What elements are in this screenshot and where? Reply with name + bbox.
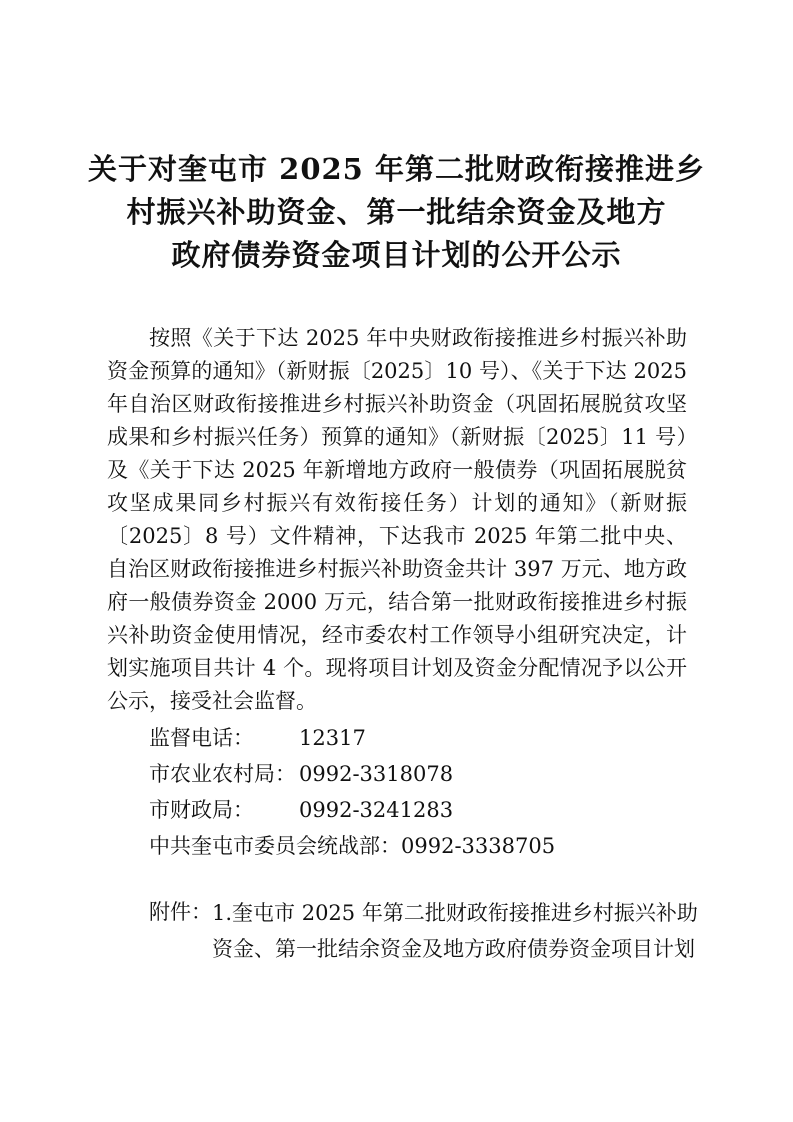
contact-phone: 0992-3241283 [299,798,454,822]
contact-agriculture-bureau [107,758,687,794]
attachment-line-2: 资金、第一批结余资金及地方政府债券资金项目计划 [212,937,695,961]
contact-phone: 0992-3318078 [299,762,454,786]
attachment-item [212,895,698,967]
contact-united-front-dept [107,830,687,866]
title-line-2: 村振兴补助资金、第一批结余资金及地方 [126,195,667,229]
contact-label: 市财政局： [149,798,254,822]
contact-label: 监督电话： [149,726,254,750]
contact-supervision-phone [107,722,687,758]
contact-phone: 12317 [299,726,366,750]
document-title [60,148,733,277]
attachment-block [107,896,698,967]
body-paragraph: 按照《关于下达 2025 年中央财政衔接推进乡村振兴补助资金预算的通知》（新财振〔2025〕10 号）、《关于下达 2025 年自治区财政衔接推进乡村振兴补助资金（巩固拓展脱贫攻坚成果和乡村振兴任务）预算的通知》（新财振〔2025〕11 号）及《关于下达 2025 年新增地方政府一般债券（巩固拓展脱贫攻坚成果同乡村振兴有效衔接任务）计划的通知》（新财振〔2025〕8 号）文件精神，下达我市 2025 年第二批中央、自治区财政衔接推进乡村振兴补助资金共计 397 万元、地方政府一般债券资金 2000 万元，结合第一批财政衔接推进乡村振兴补助资金使用情况，经市委农村工作领导小组研究决定，计划实施项目共计 4 个。现将项目计划及资金分配情况予以公开公示，接受社会监督。 [107,326,687,713]
title-line-3: 政府债券资金项目计划的公开公示 [171,238,622,272]
contact-phone: 0992-3338705 [401,834,556,858]
contact-finance-bureau [107,794,687,830]
contact-list [107,722,687,866]
attachment-label: 附件： [149,900,212,924]
contact-label: 市农业农村局： [149,762,296,786]
document-body [107,322,698,967]
title-line-1: 关于对奎屯市 2025 年第二批财政衔接推进乡 [88,152,705,186]
contact-label: 中共奎屯市委员会统战部： [149,834,401,858]
attachment-line-1: 1.奎屯市 2025 年第二批财政衔接推进乡村振兴补助 [212,901,698,925]
